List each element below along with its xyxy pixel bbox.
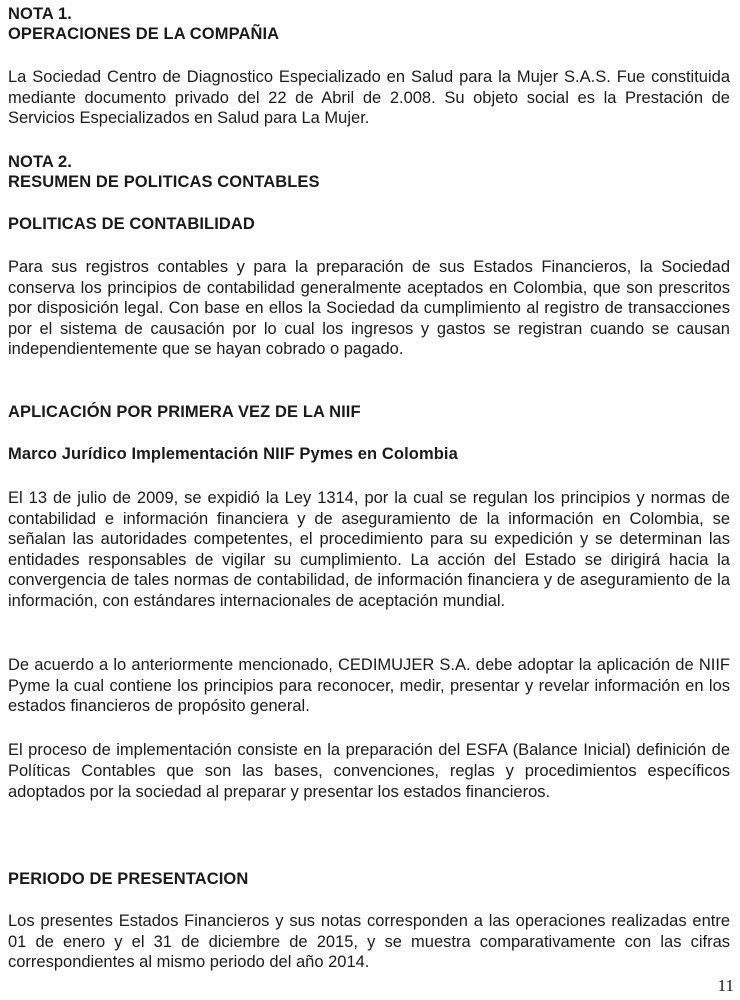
aplicacion-heading: APLICACIÓN POR PRIMERA VEZ DE LA NIIF <box>8 403 361 421</box>
nota-2-label: NOTA 2. <box>8 153 72 171</box>
nota-1-label: NOTA 1. <box>8 5 72 23</box>
nota-1-paragraph: La Sociedad Centro de Diagnostico Especializado en Salud para la Mujer S.A.S. Fue constituida mediante documento privado del 22 de Abril de 2.008. Su objeto social es la Prestación de Servicios Especializados en Salud para La Mujer. <box>8 68 730 127</box>
marco-paragraph-1: El 13 de julio de 2009, se expidió la Ley 1314, por la cual se regulan los principios y normas de contabilidad e información financiera y de aseguramiento de la información en Colombia, se señalan las autoridades competentes, el procedimiento para su expedición y se determinan las entidades responsables de vigilar su cumplimiento. La acción del Estado se dirigirá hacia la convergencia de tales normas de contabilidad, de información financiera y de aseguramiento de la información, con estándares internacionales de aceptación mundial. <box>8 489 730 610</box>
periodo-heading: PERIODO DE PRESENTACION <box>8 870 249 888</box>
periodo-paragraph: Los presentes Estados Financieros y sus notas corresponden a las operaciones realizadas entre 01 de enero y el 31 de diciembre de 2015, y se muestra comparativamente con las cifras correspondientes al mismo periodo del año 2014. <box>8 912 730 971</box>
nota-1-heading <box>8 4 730 44</box>
marco-paragraph-2: De acuerdo a lo anteriormente mencionado, CEDIMUJER S.A. debe adoptar la aplicación de NIIF Pyme la cual contiene los principios para reconocer, medir, presentar y revelar información en los estados financieros de propósito general. <box>8 656 730 715</box>
politicas-paragraph: Para sus registros contables y para la preparación de sus Estados Financieros, la Sociedad conserva los principios de contabilidad generalmente aceptados en Colombia, que son prescritos por disposición legal. Con base en ellos la Sociedad da cumplimiento al registro de transacciones por el sistema de causación por lo cual los ingresos y gastos se registran cuando se causan independientemente que se hayan cobrado o pagado. <box>8 258 730 358</box>
page-number: 11 <box>717 976 734 995</box>
nota-1-title: OPERACIONES DE LA COMPAÑIA <box>8 25 280 43</box>
nota-2-title: RESUMEN DE POLITICAS CONTABLES <box>8 173 320 191</box>
nota-2-heading <box>8 152 730 192</box>
marco-heading: Marco Jurídico Implementación NIIF Pymes en Colombia <box>8 445 458 463</box>
marco-paragraph-3: El proceso de implementación consiste en la preparación del ESFA (Balance Inicial) definición de Políticas Contables que son las bases, convenciones, reglas y procedimientos específicos adoptados por la sociedad al preparar y presentar los estados financieros. <box>8 741 730 801</box>
politicas-heading: POLITICAS DE CONTABILIDAD <box>8 215 255 233</box>
